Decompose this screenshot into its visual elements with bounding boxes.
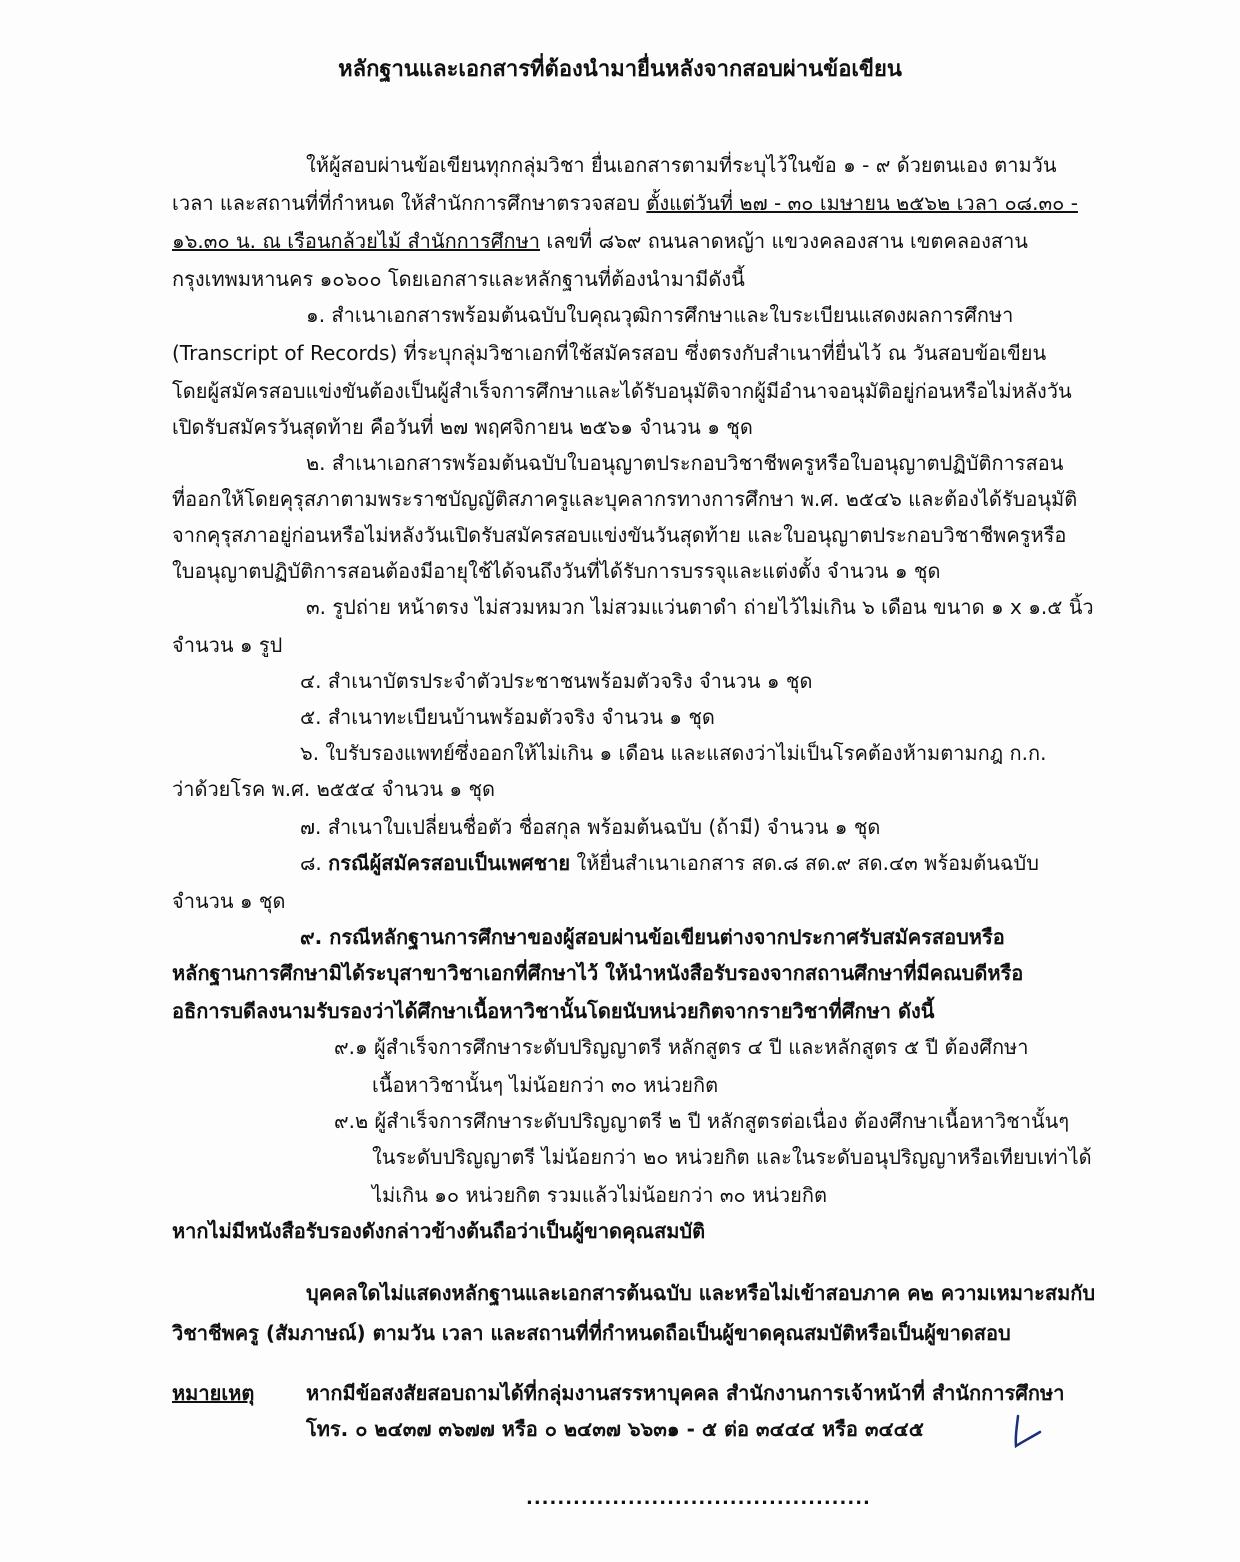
item-1-line-4: เปิดรับสมัครวันสุดท้าย คือวันที่ ๒๗ พฤศจิกายน ๒๕๖๑ จำนวน ๑ ชุด <box>172 415 753 439</box>
item-9-2-line-3: ไม่เกิน ๑๐ หน่วยกิต รวมแล้วไม่น้อยกว่า ๓๐ หน่วยกิต <box>372 1183 827 1207</box>
item-9-line-1: ๙. กรณีหลักฐานการศึกษาของผู้สอบผ่านข้อเขียนต่างจากประกาศรับสมัครสอบหรือ <box>300 925 1005 949</box>
intro-line-2-text: เวลา และสถานที่ที่กำหนด ให้สำนักการศึกษาตรวจสอบ <box>172 191 647 215</box>
item-1-line-2: (Transcript of Records) ที่ระบุกลุ่มวิชาเอกที่ใช้สมัครสอบ ซึ่งตรงกับสำเนาที่ยื่นไว้ ณ วันสอบข้อเขียน <box>172 341 1047 365</box>
item-9-line-3: อธิการบดีลงนามรับรองว่าได้ศึกษาเนื้อหาวิชานั้นโดยนับหน่วยกิตจากรายวิชาที่ศึกษา ดังนี้ <box>172 999 935 1023</box>
item-9-line-2: หลักฐานการศึกษามิได้ระบุสาขาวิชาเอกที่ศึกษาไว้ ให้นำหนังสือรับรองจากสถานศึกษาที่มีคณบดีหรือ <box>172 961 1024 985</box>
item-8-line-1 <box>300 848 1039 878</box>
item-8-line-2: จำนวน ๑ ชุด <box>172 889 286 913</box>
handwritten-mark-icon <box>1008 1412 1048 1452</box>
note-line-1: หากมีข้อสงสัยสอบถามได้ที่กลุ่มงานสรรหาบุคคล สำนักงานการเจ้าหน้าที่ สำนักการศึกษา <box>306 1381 1065 1405</box>
note-line-2: โทร. ๐ ๒๔๓๗ ๓๖๗๗ หรือ ๐ ๒๔๓๗ ๖๖๓๑ - ๕ ต่อ ๓๔๔๔ หรือ ๓๔๔๕ <box>306 1417 924 1441</box>
item-2-line-4: ใบอนุญาตปฏิบัติการสอนต้องมีอายุใช้ได้จนถึงวันที่ได้รับการบรรจุและแต่งตั้ง จำนวน ๑ ชุด <box>172 559 941 583</box>
intro-location: ๑๖.๓๐ น. ณ เรือนกล้วยไม้ สำนักการศึกษา <box>172 229 540 253</box>
item-1-line-1: ๑. สำเนาเอกสารพร้อมต้นฉบับใบคุณวุฒิการศึกษาและใบระเบียนแสดงผลการศึกษา <box>306 303 1014 327</box>
item-9-2-line-1: ๙.๒ ผู้สำเร็จการศึกษาระดับปริญญาตรี ๒ ปี หลักสูตรต่อเนื่อง ต้องศึกษาเนื้อหาวิชานั้นๆ <box>334 1109 1070 1133</box>
end-divider: ............................................ <box>526 1488 871 1509</box>
item-1-line-3: โดยผู้สมัครสอบแข่งขันต้องเป็นผู้สำเร็จการศึกษาและได้รับอนุมัติจากผู้มีอำนาจอนุมัติอยู่ก่อนหรือไม่หลังวัน <box>172 379 1072 403</box>
closing-line-1: บุคคลใดไม่แสดงหลักฐานและเอกสารต้นฉบับ และหรือไม่เข้าสอบภาค ค๒ ความเหมาะสมกับ <box>306 1281 1096 1305</box>
item-9-2-line-2: ในระดับปริญญาตรี ไม่น้อยกว่า ๒๐ หน่วยกิต และในระดับอนุปริญญาหรือเทียบเท่าได้ <box>372 1145 1092 1169</box>
item-5: ๕. สำเนาทะเบียนบ้านพร้อมตัวจริง จำนวน ๑ ชุด <box>300 705 715 729</box>
note-label: หมายเหตุ <box>172 1381 255 1405</box>
intro-line-3 <box>172 226 1028 256</box>
item-4: ๔. สำเนาบัตรประจำตัวประชาชนพร้อมตัวจริง จำนวน ๑ ชุด <box>300 669 813 693</box>
closing-line-2: วิชาชีพครู (สัมภาษณ์) ตามวัน เวลา และสถานที่ที่กำหนดถือเป็นผู้ขาดคุณสมบัติหรือเป็นผู้ขาดสอบ <box>172 1321 1011 1345</box>
item-2-line-1: ๒. สำเนาเอกสารพร้อมต้นฉบับใบอนุญาตประกอบวิชาชีพครูหรือใบอนุญาตปฏิบัติการสอน <box>306 451 1064 475</box>
item-3-line-2: จำนวน ๑ รูป <box>172 633 283 657</box>
item-8-number: ๘. <box>300 851 329 875</box>
item-6-line-2: ว่าด้วยโรค พ.ศ. ๒๕๕๔ จำนวน ๑ ชุด <box>172 777 496 801</box>
intro-line-4: กรุงเทพมหานคร ๑๐๖๐๐ โดยเอกสารและหลักฐานที่ต้องนำมามีดังนี้ <box>172 267 745 291</box>
item-6-line-1: ๖. ใบรับรองแพทย์ซึ่งออกให้ไม่เกิน ๑ เดือน และแสดงว่าไม่เป็นโรคต้องห้ามตามกฎ ก.ก. <box>300 741 1047 765</box>
item-3-line-1: ๓. รูปถ่าย หน้าตรง ไม่สวมหมวก ไม่สวมแว่นตาดำ ถ่ายไว้ไม่เกิน ๖ เดือน ขนาด ๑ x ๑.๕ นิ้ว <box>306 595 1094 619</box>
item-8-condition: กรณีผู้สมัครสอบเป็นเพศชาย <box>328 851 571 875</box>
intro-address: เลขที่ ๘๖๙ ถนนลาดหญ้า แขวงคลองสาน เขตคลองสาน <box>539 229 1028 253</box>
item-8-documents: ให้ยื่นสำเนาเอกสาร สด.๘ สด.๙ สด.๔๓ พร้อมต้นฉบับ <box>570 851 1039 875</box>
item-9-1-line-1: ๙.๑ ผู้สำเร็จการศึกษาระดับปริญญาตรี หลักสูตร ๔ ปี และหลักสูตร ๕ ปี ต้องศึกษา <box>334 1035 1029 1059</box>
intro-line-2 <box>172 188 1078 218</box>
document-title: หลักฐานและเอกสารที่ต้องนำมายื่นหลังจากสอบผ่านข้อเขียน <box>338 57 902 82</box>
item-2-line-3: จากคุรุสภาอยู่ก่อนหรือไม่หลังวันเปิดรับสมัครสอบแข่งขันวันสุดท้าย และใบอนุญาตประกอบวิชาชีพครูหรือ <box>172 523 1067 547</box>
item-2-line-2: ที่ออกให้โดยคุรุสภาตามพระราชบัญญัติสภาครูและบุคลากรทางการศึกษา พ.ศ. ๒๕๔๖ และต้องได้รับอนุมัติ <box>172 487 1078 511</box>
item-9-1-line-2: เนื้อหาวิชานั้นๆ ไม่น้อยกว่า ๓๐ หน่วยกิต <box>372 1073 719 1097</box>
intro-line-1: ให้ผู้สอบผ่านข้อเขียนทุกกลุ่มวิชา ยื่นเอกสารตามที่ระบุไว้ในข้อ ๑ - ๙ ด้วยตนเอง ตามวัน <box>306 153 1057 177</box>
item-9-conclusion: หากไม่มีหนังสือรับรองดังกล่าวข้างต้นถือว่าเป็นผู้ขาดคุณสมบัติ <box>172 1219 706 1243</box>
intro-date-range: ตั้งแต่วันที่ ๒๗ - ๓๐ เมษายน ๒๕๖๒ เวลา ๐๘.๓๐ - <box>646 191 1078 215</box>
item-7: ๗. สำเนาใบเปลี่ยนชื่อตัว ชื่อสกุล พร้อมต้นฉบับ (ถ้ามี) จำนวน ๑ ชุด <box>300 815 881 839</box>
